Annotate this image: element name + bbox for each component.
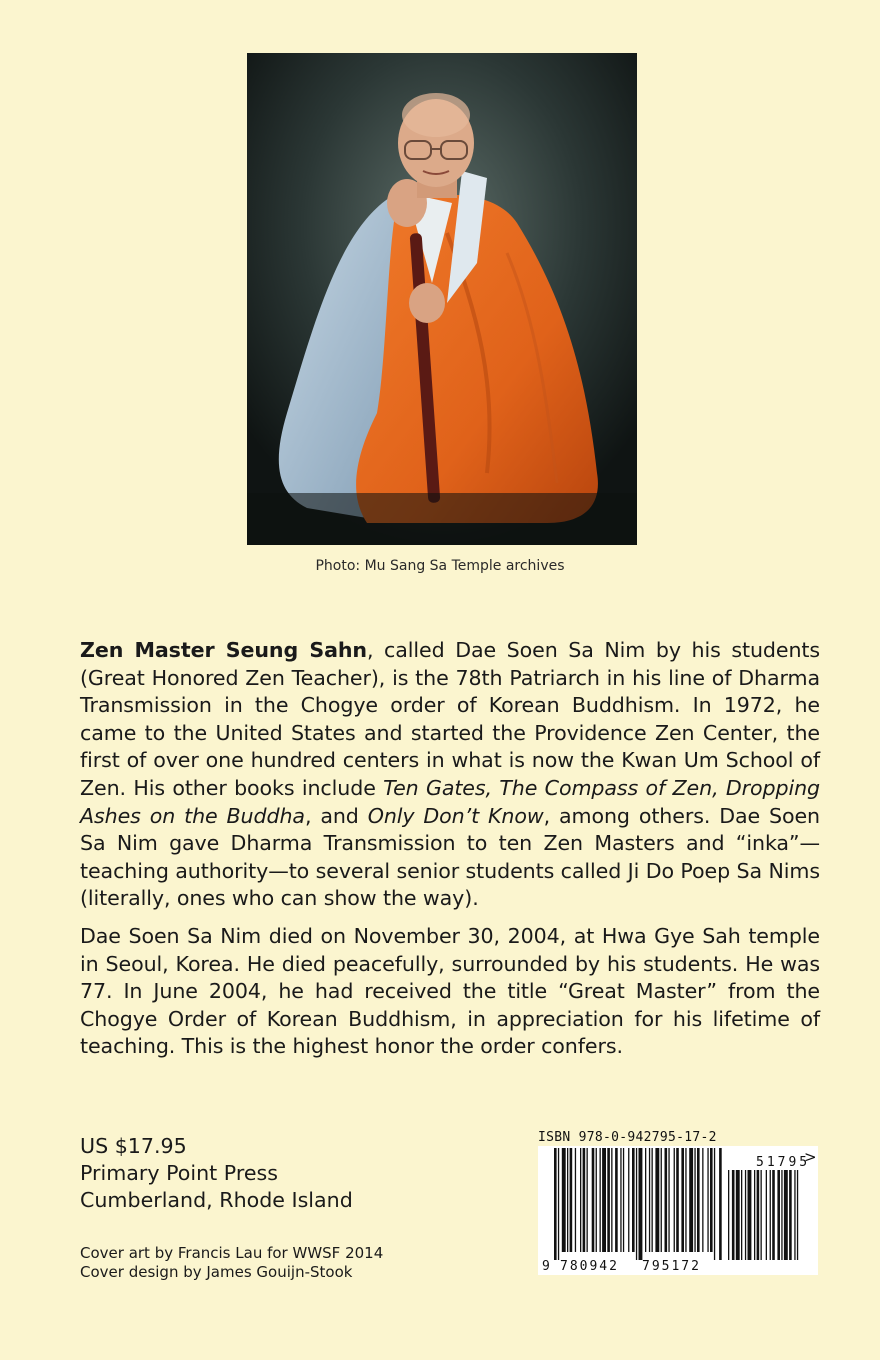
barcode-bar — [649, 1148, 650, 1252]
addon-bar — [794, 1170, 795, 1260]
barcode-bar — [615, 1148, 618, 1252]
barcode-bar — [628, 1148, 629, 1252]
cover-art-credit: Cover art by Francis Lau for WWSF 2014 — [80, 1244, 384, 1262]
addon-bar — [789, 1170, 792, 1260]
barcode-bar — [674, 1148, 675, 1252]
bio-paragraph-2: Dae Soen Sa Nim died on November 30, 2004, at Hwa Gye Sah temple in Seoul, Korea. He died peacefully, surrounded by his students. He was 77. In June 2004, he had received the title “Great Master” from the Chogye Order of Korean Buddhism, in appreciation for his lifetime of teaching. This is the highest honor the order confers. — [80, 923, 820, 1059]
addon-bar — [757, 1170, 760, 1260]
photo-caption: Photo: Mu Sang Sa Temple archives — [315, 558, 565, 574]
barcode-bar — [570, 1148, 573, 1252]
barcode-bar — [685, 1148, 686, 1252]
addon-bar — [761, 1170, 762, 1260]
author-name: Zen Master Seung Sahn — [80, 638, 367, 662]
barcode-bar — [607, 1148, 610, 1252]
barcode-bar — [707, 1148, 708, 1252]
addon-bar — [772, 1170, 775, 1260]
addon-bar — [777, 1170, 780, 1260]
barcode-graphic — [538, 1130, 818, 1275]
barcode-bar — [702, 1148, 703, 1252]
barcode-bar — [697, 1148, 700, 1252]
barcode-bar — [681, 1148, 684, 1252]
barcode-bar — [645, 1148, 646, 1252]
book-titles: Ten Gates, The Compass of Zen, Dropping Ashes on the Buddha — [80, 775, 821, 828]
addon-bar — [745, 1170, 746, 1260]
addon-bar — [748, 1170, 752, 1260]
barcode-bar — [668, 1148, 669, 1252]
barcode-right-digits: 795172 — [642, 1259, 701, 1274]
barcode-lead-digit: 9 — [542, 1259, 550, 1274]
barcode-bar — [655, 1148, 659, 1252]
addon-bar — [781, 1170, 782, 1260]
barcode-bar — [575, 1148, 576, 1252]
price-code: 51795 — [756, 1155, 811, 1170]
author-photo — [247, 53, 637, 545]
barcode-bar — [620, 1148, 621, 1252]
publisher-location: Cumberland, Rhode Island — [80, 1188, 353, 1212]
barcode-bar — [580, 1148, 581, 1252]
cover-credits — [80, 1244, 383, 1282]
bio-paragraph-1: Zen Master Seung Sahn, called Dae Soen Sa Nim by his students (Great Honored Zen Teacher), is the 78th Patriarch in his line of Dharma Transmission in the Chogye order of Korean Buddhism. In 1972, he came to the United States and started the Providence Zen Center, the first of over one hundred centers in what is now the Kwan Um School of Zen. His other books include Ten Gates, The Compass of Zen, Dropping Ashes on the Buddha, and Only Don’t Know, among others. Dae Soen Sa Nim gave Dharma Transmission to ten Zen Masters and “inka”—teaching authority—to several senior students called Ji Do Poep Sa Nims (literally, ones who can show the way). — [80, 638, 821, 911]
barcode-bar — [632, 1148, 635, 1252]
addon-bar — [736, 1170, 740, 1260]
addon-bar — [754, 1170, 755, 1260]
barcode-bar — [689, 1148, 693, 1252]
barcode-bar — [602, 1148, 606, 1252]
addon-bar — [784, 1170, 788, 1260]
addon-bar — [797, 1170, 798, 1260]
barcode-bar — [567, 1148, 568, 1252]
publisher-name: Primary Point Press — [80, 1161, 279, 1185]
barcode-bar — [710, 1148, 713, 1252]
barcode-bar — [600, 1148, 601, 1252]
addon-bar — [766, 1170, 767, 1260]
barcode-bar — [562, 1148, 566, 1252]
addon-bar — [728, 1170, 729, 1260]
barcode-bar — [611, 1148, 612, 1252]
barcode-bar — [583, 1148, 586, 1252]
cover-design-credit: Cover design by James Gouijn-Stook — [80, 1263, 353, 1281]
barcode-bar — [636, 1148, 637, 1260]
isbn-label: ISBN 978-0-942795-17-2 — [538, 1130, 717, 1145]
barcode-bar — [587, 1148, 588, 1252]
barcode-bar — [592, 1148, 595, 1252]
barcode-bar — [639, 1148, 643, 1260]
price-code-arrow: > — [804, 1148, 817, 1166]
barcode-bar — [714, 1148, 715, 1260]
isbn-barcode — [538, 1130, 818, 1275]
barcode-bar — [719, 1148, 722, 1260]
barcode-bar — [665, 1148, 668, 1252]
barcode-bar — [694, 1148, 695, 1252]
barcode-bar — [558, 1148, 559, 1260]
book-title: Only Don’t Know — [367, 803, 544, 828]
publisher-info — [80, 1133, 353, 1214]
barcode-bar — [652, 1148, 653, 1252]
barcode-bar — [596, 1148, 597, 1252]
addon-bar — [770, 1170, 771, 1260]
barcode-bar — [623, 1148, 624, 1252]
barcode-bar — [554, 1148, 557, 1260]
addon-bar — [732, 1170, 735, 1260]
author-biography — [80, 637, 820, 1071]
price: US $17.95 — [80, 1134, 187, 1158]
addon-bar — [741, 1170, 742, 1260]
barcode-left-digits: 780942 — [560, 1259, 619, 1274]
monk-portrait-illustration — [247, 53, 637, 545]
barcode-bar — [661, 1148, 662, 1252]
barcode-bar — [676, 1148, 679, 1252]
